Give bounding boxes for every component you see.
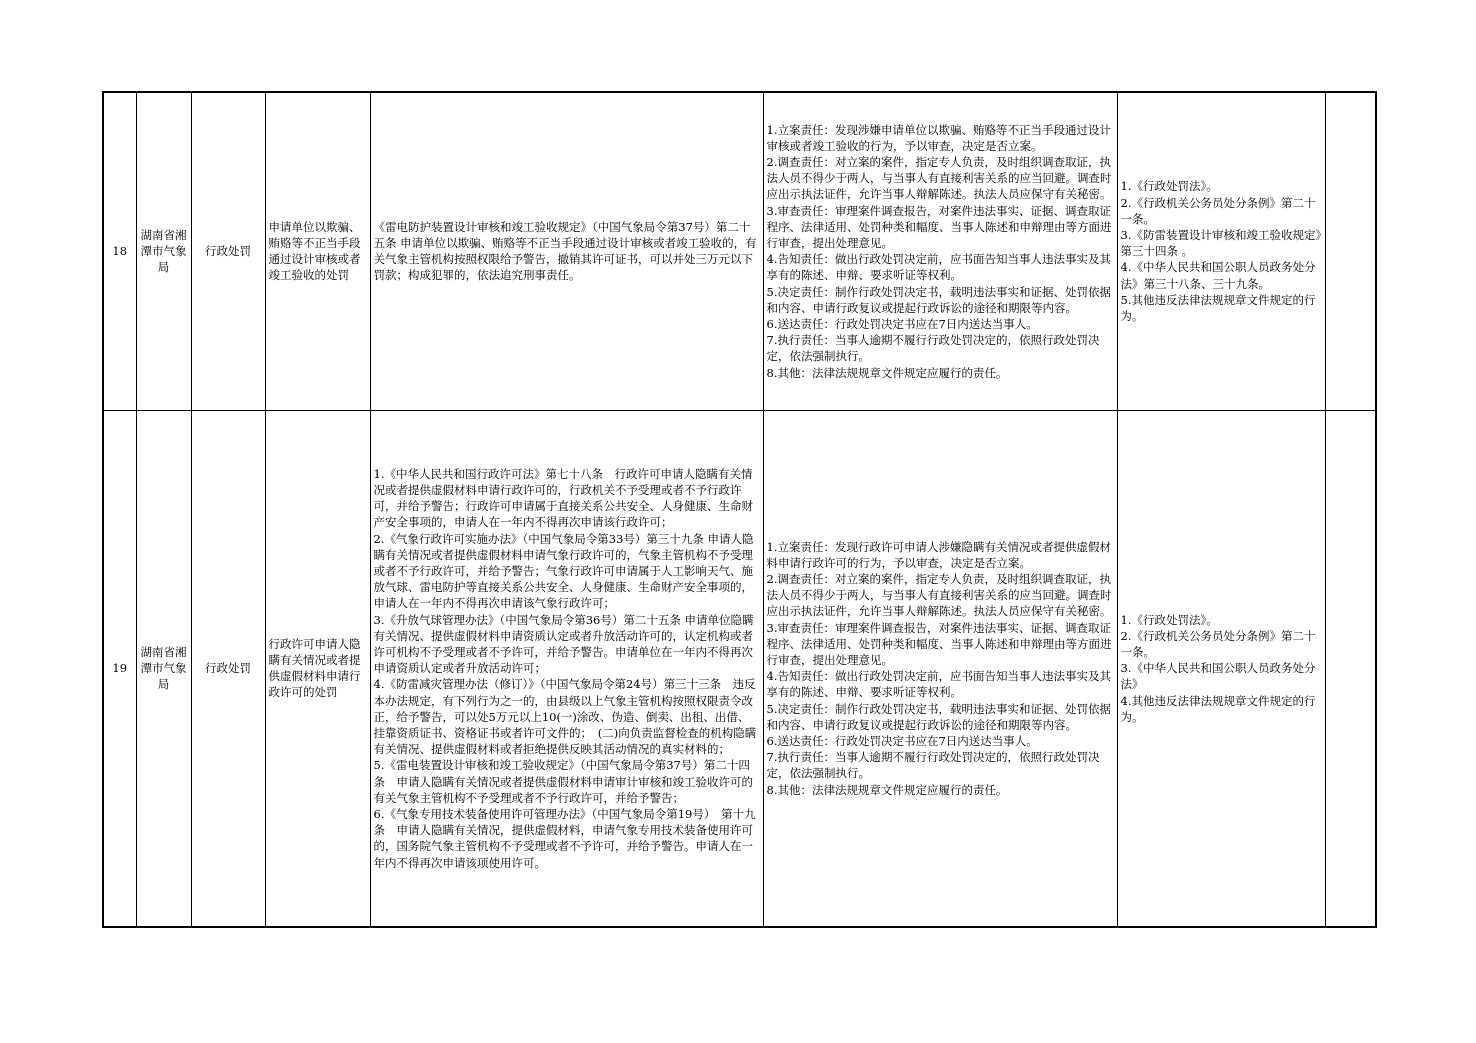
table-row (103, 410, 1376, 927)
basis-line: 《雷电防护装置设计审核和竣工验收规定》（中国气象局令第37号）第二十五条 申请单位以欺骗、贿赂等不正当手段通过设计审核或者竣工验收的，有关气象主管机构按照权限给予警告，撤销其许可证书，可以并处三万元以下罚款；构成犯罪的，依法追究刑事责任。 (373, 219, 757, 283)
accountability-line: 5.其他违反法律法规规章文件规定的行为。 (1120, 292, 1316, 323)
duty-line: 8.其他：法律法规规章文件规定应履行的责任。 (766, 782, 1008, 797)
accountability-line: 3.《中华人民共和国公职人员政务处分法》 (1120, 661, 1316, 692)
row-number: 18 (103, 92, 136, 410)
implementing-agency: 湖南省湘潭市气象局 (136, 410, 191, 927)
power-item: 行政许可申请人隐瞒有关情况或者提供虚假材料申请行政许可的处罚 (265, 410, 370, 927)
legal-basis (370, 410, 763, 927)
duty-line: 7.执行责任：当事人逾期不履行行政处罚决定的，依照行政处罚决定，依法强制执行。 (766, 750, 1100, 781)
accountability-line: 4.其他违反法律法规规章文件规定的行为。 (1120, 693, 1316, 724)
accountability-line: 2.《行政机关公务员处分条例》第二十一条。 (1120, 195, 1316, 226)
power-type: 行政处罚 (191, 410, 265, 927)
remark (1325, 92, 1376, 410)
responsibility-items (763, 410, 1117, 927)
duty-line: 6.送达责任：行政处罚决定书应在7日内送达当事人。 (766, 317, 1038, 332)
duty-line: 8.其他：法律法规规章文件规定应履行的责任。 (766, 365, 1008, 380)
power-item: 申请单位以欺骗、贿赂等不正当手段通过设计审核或者竣工验收的处罚 (265, 92, 370, 410)
duty-line: 6.送达责任：行政处罚决定书应在7日内送达当事人。 (766, 734, 1038, 749)
basis-line: 4.《防雷减灾管理办法（修订）》（中国气象局令第24号）第三十三条 违反本办法规定，有下列行为之一的，由县级以上气象主管机构按照权限责令改正，给予警告，可以处5万元以上10(一)涂改、伪造、倒卖、出租、出借、挂靠资质证书、资格证书或者许可文件的； (二)向负责监督检查的机构隐瞒有关情况、提供虚假材料或者拒绝提供反映其活动情况的真实材料的； (373, 677, 757, 757)
responsibility-items (763, 92, 1117, 410)
accountability-line: 1.《行政处罚法》。 (1120, 612, 1218, 627)
power-type: 行政处罚 (191, 92, 265, 410)
row-number: 19 (103, 410, 136, 927)
basis-line: 6.《气象专用技术装备使用许可管理办法》（中国气象局令第19号） 第十九条 申请人隐瞒有关情况，提供虚假材料，申请气象专用技术装备使用许可的，国务院气象主管机构不予受理或者不予许可，并给予警告。申请人在一年内不得再次申请该项使用许可。 (373, 806, 756, 870)
remark (1325, 410, 1376, 927)
duty-line: 2.调查责任：对立案的案件，指定专人负责，及时组织调查取证，执法人员不得少于两人，与当事人有直接利害关系的应当回避。调查时应出示执法证件，允许当事人辩解陈述。执法人员应保守有关秘密。 (766, 155, 1112, 202)
duty-line: 2.调查责任：对立案的案件，指定专人负责，及时组织调查取证，执法人员不得少于两人，与当事人有直接利害关系的应当回避。调查时应出示执法证件，允许当事人辩解陈述。执法人员应保守有关秘密。 (766, 572, 1112, 619)
legal-basis (370, 92, 763, 410)
duty-line: 4.告知责任：做出行政处罚决定前，应书面告知当事人违法事实及其享有的陈述、申辩、要求听证等权利。 (766, 669, 1111, 700)
accountability-line: 4.《中华人民共和国公职人员政务处分法》第三十八条、三十九条。 (1120, 260, 1316, 291)
accountability-line: 3.《防雷装置设计审核和竣工验收规定》第三十四条 。 (1120, 227, 1322, 259)
table-row (103, 92, 1376, 410)
duty-line: 3.审查责任：审理案件调查报告，对案件违法事实、证据、调查取证程序、法律适用、处罚种类和幅度、当事人陈述和申辩理由等方面进行审查，提出处理意见。 (766, 203, 1112, 251)
duty-line: 5.决定责任：制作行政处罚决定书，载明违法事实和证据、处罚依据和内容、申请行政复议或提起行政诉讼的途径和期限等内容。 (766, 284, 1111, 315)
duty-line: 4.告知责任：做出行政处罚决定前，应书面告知当事人违法事实及其享有的陈述、申辩、要求听证等权利。 (766, 252, 1111, 283)
duty-line: 1.立案责任：发现涉嫌申请单位以欺骗、贿赂等不正当手段通过设计审核或者竣工验收的行为，予以审查，决定是否立案。 (766, 122, 1111, 153)
implementing-agency: 湖南省湘潭市气象局 (136, 92, 191, 410)
basis-line: 1.《中华人民共和国行政许可法》第七十八条 行政许可申请人隐瞒有关情况或者提供虚假材料申请行政许可的，行政机关不予受理或者不予行政许可，并给予警告；行政许可申请属于直接关系公共安全、人身健康、生命财产安全事项的，申请人在一年内不得再次申请该行政许可； (373, 466, 753, 530)
duty-line: 5.决定责任：制作行政处罚决定书，载明违法事实和证据、处罚依据和内容、申请行政复议或提起行政诉讼的途径和期限等内容。 (766, 701, 1111, 732)
basis-line: 3.《升放气球管理办法》（中国气象局令第36号）第二十五条 申请单位隐瞒有关情况、提供虚假材料申请资质认定或者升放活动许可的，认定机构或者许可机构不予受理或者不予许可，并给予警告。申请单位在一年内不得再次申请资质认定或者升放活动许可； (373, 612, 754, 676)
duty-line: 3.审查责任：审理案件调查报告，对案件违法事实、证据、调查取证程序、法律适用、处罚种类和幅度、当事人陈述和申辩理由等方面进行审查，提出处理意见。 (766, 620, 1112, 668)
accountability-cases (1117, 92, 1325, 410)
accountability-line: 1.《行政处罚法》。 (1120, 179, 1218, 194)
duty-line: 7.执行责任：当事人逾期不履行行政处罚决定的，依照行政处罚决定，依法强制执行。 (766, 333, 1100, 364)
responsibility-table (102, 91, 1377, 928)
accountability-cases (1117, 410, 1325, 927)
duty-line: 1.立案责任：发现行政许可申请人涉嫌隐瞒有关情况或者提供虚假材料申请行政许可的行为，予以审查，决定是否立案。 (766, 539, 1111, 570)
basis-line: 5.《雷电装置设计审核和竣工验收规定》（中国气象局令第37号）第二十四条 申请人隐瞒有关情况或者提供虚假材料申请审计审核和竣工验收许可的有关气象主管机构不予受理或者不予行政许可，并给予警告； (373, 758, 753, 805)
accountability-line: 2.《行政机关公务员处分条例》第二十一条。 (1120, 628, 1316, 659)
basis-line: 2.《气象行政许可实施办法》（中国气象局令第33号）第三十九条 申请人隐瞒有关情况或者提供虚假材料申请气象行政许可的，气象主管机构不予受理或者不予行政许可，并给予警告；气象行政许可申请属于人工影响天气、施放气球、雷电防护等直接关系公共安全、人身健康、生命财产安全事项的，申请人在一年内不得再次申请该气象行政许可； (373, 531, 754, 611)
